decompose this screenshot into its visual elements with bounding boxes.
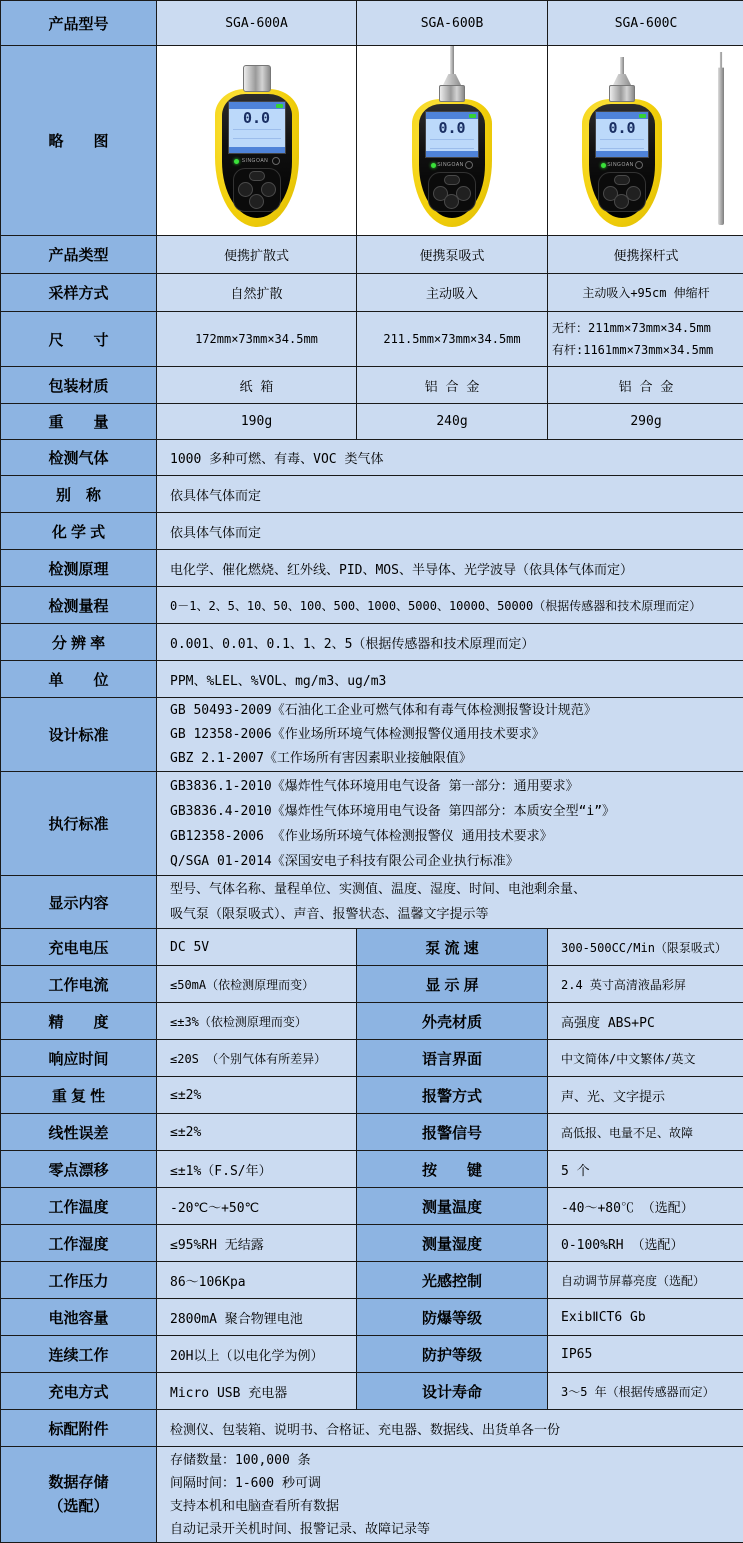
label-accuracy: 精 度 [1,1003,156,1039]
data-storage-line: 支持本机和电脑查看所有数据 [170,1498,340,1514]
keypad [428,172,476,212]
value-linearity-error: ≤±2% [157,1114,356,1150]
value-weight-c: 290g [548,404,743,439]
execution-standard-line: Q/SGA 01-2014《深国安电子科技有限公司企业执行标准》 [170,853,519,869]
sketch-image-sga-600b [357,46,547,235]
sensor-head-icon [609,85,635,102]
sensor-head-icon [243,65,271,92]
status-led [431,163,436,168]
model-name-c: SGA-600C [548,1,743,45]
keypad-button [238,182,253,197]
value-pump-flow: 300-500CC/Min（限泵吸式） [548,929,743,965]
value-size-c-line1: 无杆：211mm×73mm×34.5mm [552,321,711,335]
label-response-time: 响应时间 [1,1040,156,1076]
label-buttons: 按 键 [357,1151,547,1187]
value-working-pressure: 86～106Kpa [157,1262,356,1298]
screen-date-bar [596,151,648,157]
keypad-button [261,182,276,197]
screen-date-bar [426,151,478,157]
value-protection-class: IP65 [548,1336,743,1372]
label-display-content: 显示内容 [1,876,156,928]
value-working-current: ≤50mA（依检测原理而变） [157,966,356,1002]
value-size-c [548,312,743,366]
keypad-button [444,175,460,185]
screen-reading: 0.0 [438,119,466,137]
value-size-b: 211.5mm×73mm×34.5mm [357,312,547,366]
data-storage-line: 自动记录开关机时间、报警记录、故障记录等 [170,1521,431,1537]
value-sampling-a: 自然扩散 [157,274,356,311]
device-mid-row [425,158,479,170]
value-detection-range: 0－1、2、5、10、50、100、500、1000、5000、10000、50000（根据传感器和技术原理而定） [157,587,743,623]
label-detection-range: 检测量程 [1,587,156,623]
screen-reading: 0.0 [242,109,271,127]
execution-standard-line: GB12358-2006 《作业场所环境气体检测报警仪 通用技术要求》 [170,828,553,844]
label-working-temperature: 工作温度 [1,1188,156,1224]
label-measure-humidity: 测量湿度 [357,1225,547,1261]
keypad-button [614,194,629,209]
telescopic-rod-icon [718,52,724,225]
label-display-screen: 显 示 屏 [357,966,547,1002]
battery-icon [639,114,646,118]
design-standard-line: GBZ 2.1-2007《工作场所有害因素职业接触限值》 [170,750,472,766]
design-standard-line: GB 50493-2009《石油化工企业可燃气体和有毒气体检测报警设计规范》 [170,702,597,718]
model-name-b: SGA-600B [357,1,547,45]
label-weight: 重 量 [1,404,156,439]
value-explosion-proof: ExibⅡCT6 Gb [548,1299,743,1335]
screen-date-bar [229,147,285,153]
value-measure-humidity: 0-100%RH （选配） [548,1225,743,1261]
label-data-storage-line1: 数据存储 [48,1473,109,1491]
value-resolution: 0.001、0.01、0.1、1、2、5（根据传感器和技术原理而定） [157,624,743,660]
label-execution-standard: 执行标准 [1,772,156,875]
device-sga-600c [582,57,662,227]
label-size: 尺 寸 [1,312,156,366]
device-body [215,89,299,227]
value-weight-a: 190g [157,404,356,439]
keypad [598,172,646,212]
keypad-button [444,194,459,209]
label-alarm-mode: 报警方式 [357,1077,547,1113]
keypad [233,168,281,212]
value-battery-capacity: 2800mA 聚合物锂电池 [157,1299,356,1335]
value-language: 中文简体/中文繁体/英文 [548,1040,743,1076]
label-sampling-method: 采样方式 [1,274,156,311]
label-design-standard: 设计标准 [1,698,156,771]
value-shell-material: 高强度 ABS+PC [548,1003,743,1039]
device-screen [595,111,649,158]
value-standard-accessories: 检测仪、包装箱、说明书、合格证、充电器、数据线、出货单各一份 [157,1410,743,1446]
data-storage-line: 间隔时间：1-600 秒可调 [170,1475,321,1491]
screen-reading: 0.0 [608,119,636,137]
value-accuracy: ≤±3%（依检测原理而变） [157,1003,356,1039]
device-sga-600a [215,65,299,227]
value-design-standard [157,698,743,771]
label-explosion-proof: 防爆等级 [357,1299,547,1335]
device-mid-row [228,154,286,166]
value-response-time: ≤20S （个别气体有所差异） [157,1040,356,1076]
value-product-type-c: 便携探杆式 [548,236,743,273]
screen-status-bar [596,112,648,119]
label-sketch: 略 图 [1,46,156,235]
value-zero-drift: ≤±1%（F.S/年） [157,1151,356,1187]
device-body [412,99,492,227]
screen-info-rows [233,129,281,139]
screen-info-rows [430,139,474,149]
device-screen [228,101,286,154]
value-display-content [157,876,743,928]
battery-icon [469,114,476,118]
keypad-button [249,171,265,181]
probe-tube-icon [450,46,454,75]
label-product-type: 产品类型 [1,236,156,273]
probe-tube-icon [620,57,624,75]
value-continuous-work: 20H以上（以电化学为例） [157,1336,356,1372]
value-sampling-b: 主动吸入 [357,274,547,311]
probe-collar-icon [443,74,461,85]
battery-icon [276,104,283,108]
value-size-c-line2: 有杆:1161mm×73mm×34.5mm [552,343,714,357]
value-packaging-b: 铝 合 金 [357,367,547,403]
label-data-storage-line2: （选配） [48,1497,109,1515]
value-buttons: 5 个 [548,1151,743,1187]
value-execution-standard [157,772,743,875]
device-body [582,99,662,227]
label-zero-drift: 零点漂移 [1,1151,156,1187]
display-content-line: 型号、气体名称、量程单位、实测值、温度、湿度、时间、电池剩余量、 [170,882,587,897]
label-chemical-formula: 化 学 式 [1,513,156,549]
label-light-sensing: 光感控制 [357,1262,547,1298]
label-detection-principle: 检测原理 [1,550,156,586]
label-measure-temperature: 测量温度 [357,1188,547,1224]
value-sampling-c: 主动吸入+95cm 伸缩杆 [548,274,743,311]
label-protection-class: 防护等级 [357,1336,547,1372]
label-battery-capacity: 电池容量 [1,1299,156,1335]
value-display-screen: 2.4 英寸高清液晶彩屏 [548,966,743,1002]
label-standard-accessories: 标配附件 [1,1410,156,1446]
value-measure-temperature: -40～+80℃ （选配） [548,1188,743,1224]
value-detected-gas: 1000 多种可燃、有毒、VOC 类气体 [157,440,743,475]
value-charge-method: Micro USB 充电器 [157,1373,356,1409]
keypad-button [614,175,630,185]
value-packaging-a: 纸 箱 [157,367,356,403]
label-charge-method: 充电方式 [1,1373,156,1409]
device-mid-row [595,158,649,170]
value-working-temperature: -20℃～+50℃ [157,1188,356,1224]
value-working-humidity: ≤95%RH 无结露 [157,1225,356,1261]
value-detection-principle: 电化学、催化燃烧、红外线、PID、MOS、半导体、光学波导（依具体气体而定） [157,550,743,586]
label-product-model: 产品型号 [1,1,156,45]
execution-standard-line: GB3836.1-2010《爆炸性气体环境用电气设备 第一部分：通用要求》 [170,778,579,794]
value-alarm-signal: 高低报、电量不足、故障 [548,1114,743,1150]
value-alarm-mode: 声、光、文字提示 [548,1077,743,1113]
label-alarm-signal: 报警信号 [357,1114,547,1150]
label-language: 语言界面 [357,1040,547,1076]
value-chemical-formula: 依具体气体而定 [157,513,743,549]
model-name-a: SGA-600A [157,1,356,45]
value-data-storage [157,1447,743,1542]
label-packaging: 包装材质 [1,367,156,403]
screen-status-bar [229,102,285,109]
sensor-head-icon [439,85,465,102]
label-continuous-work: 连续工作 [1,1336,156,1372]
device-front-panel [222,94,292,218]
label-working-humidity: 工作湿度 [1,1225,156,1261]
device-sga-600b [412,46,492,227]
value-charge-voltage: DC 5V [157,929,356,965]
label-alias: 别 称 [1,476,156,512]
value-size-a: 172mm×73mm×34.5mm [157,312,356,366]
status-led [234,159,239,164]
label-resolution: 分 辨 率 [1,624,156,660]
keypad-button [249,194,264,209]
label-shell-material: 外壳材质 [357,1003,547,1039]
brand-label: SINGOAN [607,162,634,168]
sketch-image-sga-600c [548,46,743,235]
value-design-life: 3～5 年（根据传感器而定） [548,1373,743,1409]
label-charge-voltage: 充电电压 [1,929,156,965]
brand-label: SINGOAN [241,158,269,164]
display-content-line: 吸气泵（限泵吸式）、声音、报警状态、温馨文字提示等 [170,907,489,922]
design-standard-line: GB 12358-2006《作业场所环境气体检测报警仪通用技术要求》 [170,726,545,742]
screen-status-bar [426,112,478,119]
value-unit: PPM、%LEL、%VOL、mg/m3、ug/m3 [157,661,743,697]
power-icon [635,161,643,169]
power-icon [272,157,280,165]
label-working-pressure: 工作压力 [1,1262,156,1298]
sketch-image-sga-600a [157,46,356,235]
label-detected-gas: 检测气体 [1,440,156,475]
value-product-type-a: 便携扩散式 [157,236,356,273]
value-alias: 依具体气体而定 [157,476,743,512]
data-storage-line: 存储数量：100,000 条 [170,1452,311,1468]
device-front-panel [419,104,485,218]
power-icon [465,161,473,169]
status-led [601,163,606,168]
probe-collar-icon [613,74,631,85]
value-repeatability: ≤±2% [157,1077,356,1113]
value-light-sensing: 自动调节屏幕亮度（选配） [548,1262,743,1298]
device-screen [425,111,479,158]
device-front-panel [589,104,655,218]
label-repeatability: 重 复 性 [1,1077,156,1113]
label-pump-flow: 泵 流 速 [357,929,547,965]
label-design-life: 设计寿命 [357,1373,547,1409]
value-packaging-c: 铝 合 金 [548,367,743,403]
label-unit: 单 位 [1,661,156,697]
value-product-type-b: 便携泵吸式 [357,236,547,273]
label-data-storage [1,1447,156,1542]
brand-label: SINGOAN [437,162,464,168]
screen-info-rows [600,139,644,149]
label-linearity-error: 线性误差 [1,1114,156,1150]
value-weight-b: 240g [357,404,547,439]
execution-standard-line: GB3836.4-2010《爆炸性气体环境用电气设备 第四部分：本质安全型“i”》 [170,803,616,819]
label-working-current: 工作电流 [1,966,156,1002]
